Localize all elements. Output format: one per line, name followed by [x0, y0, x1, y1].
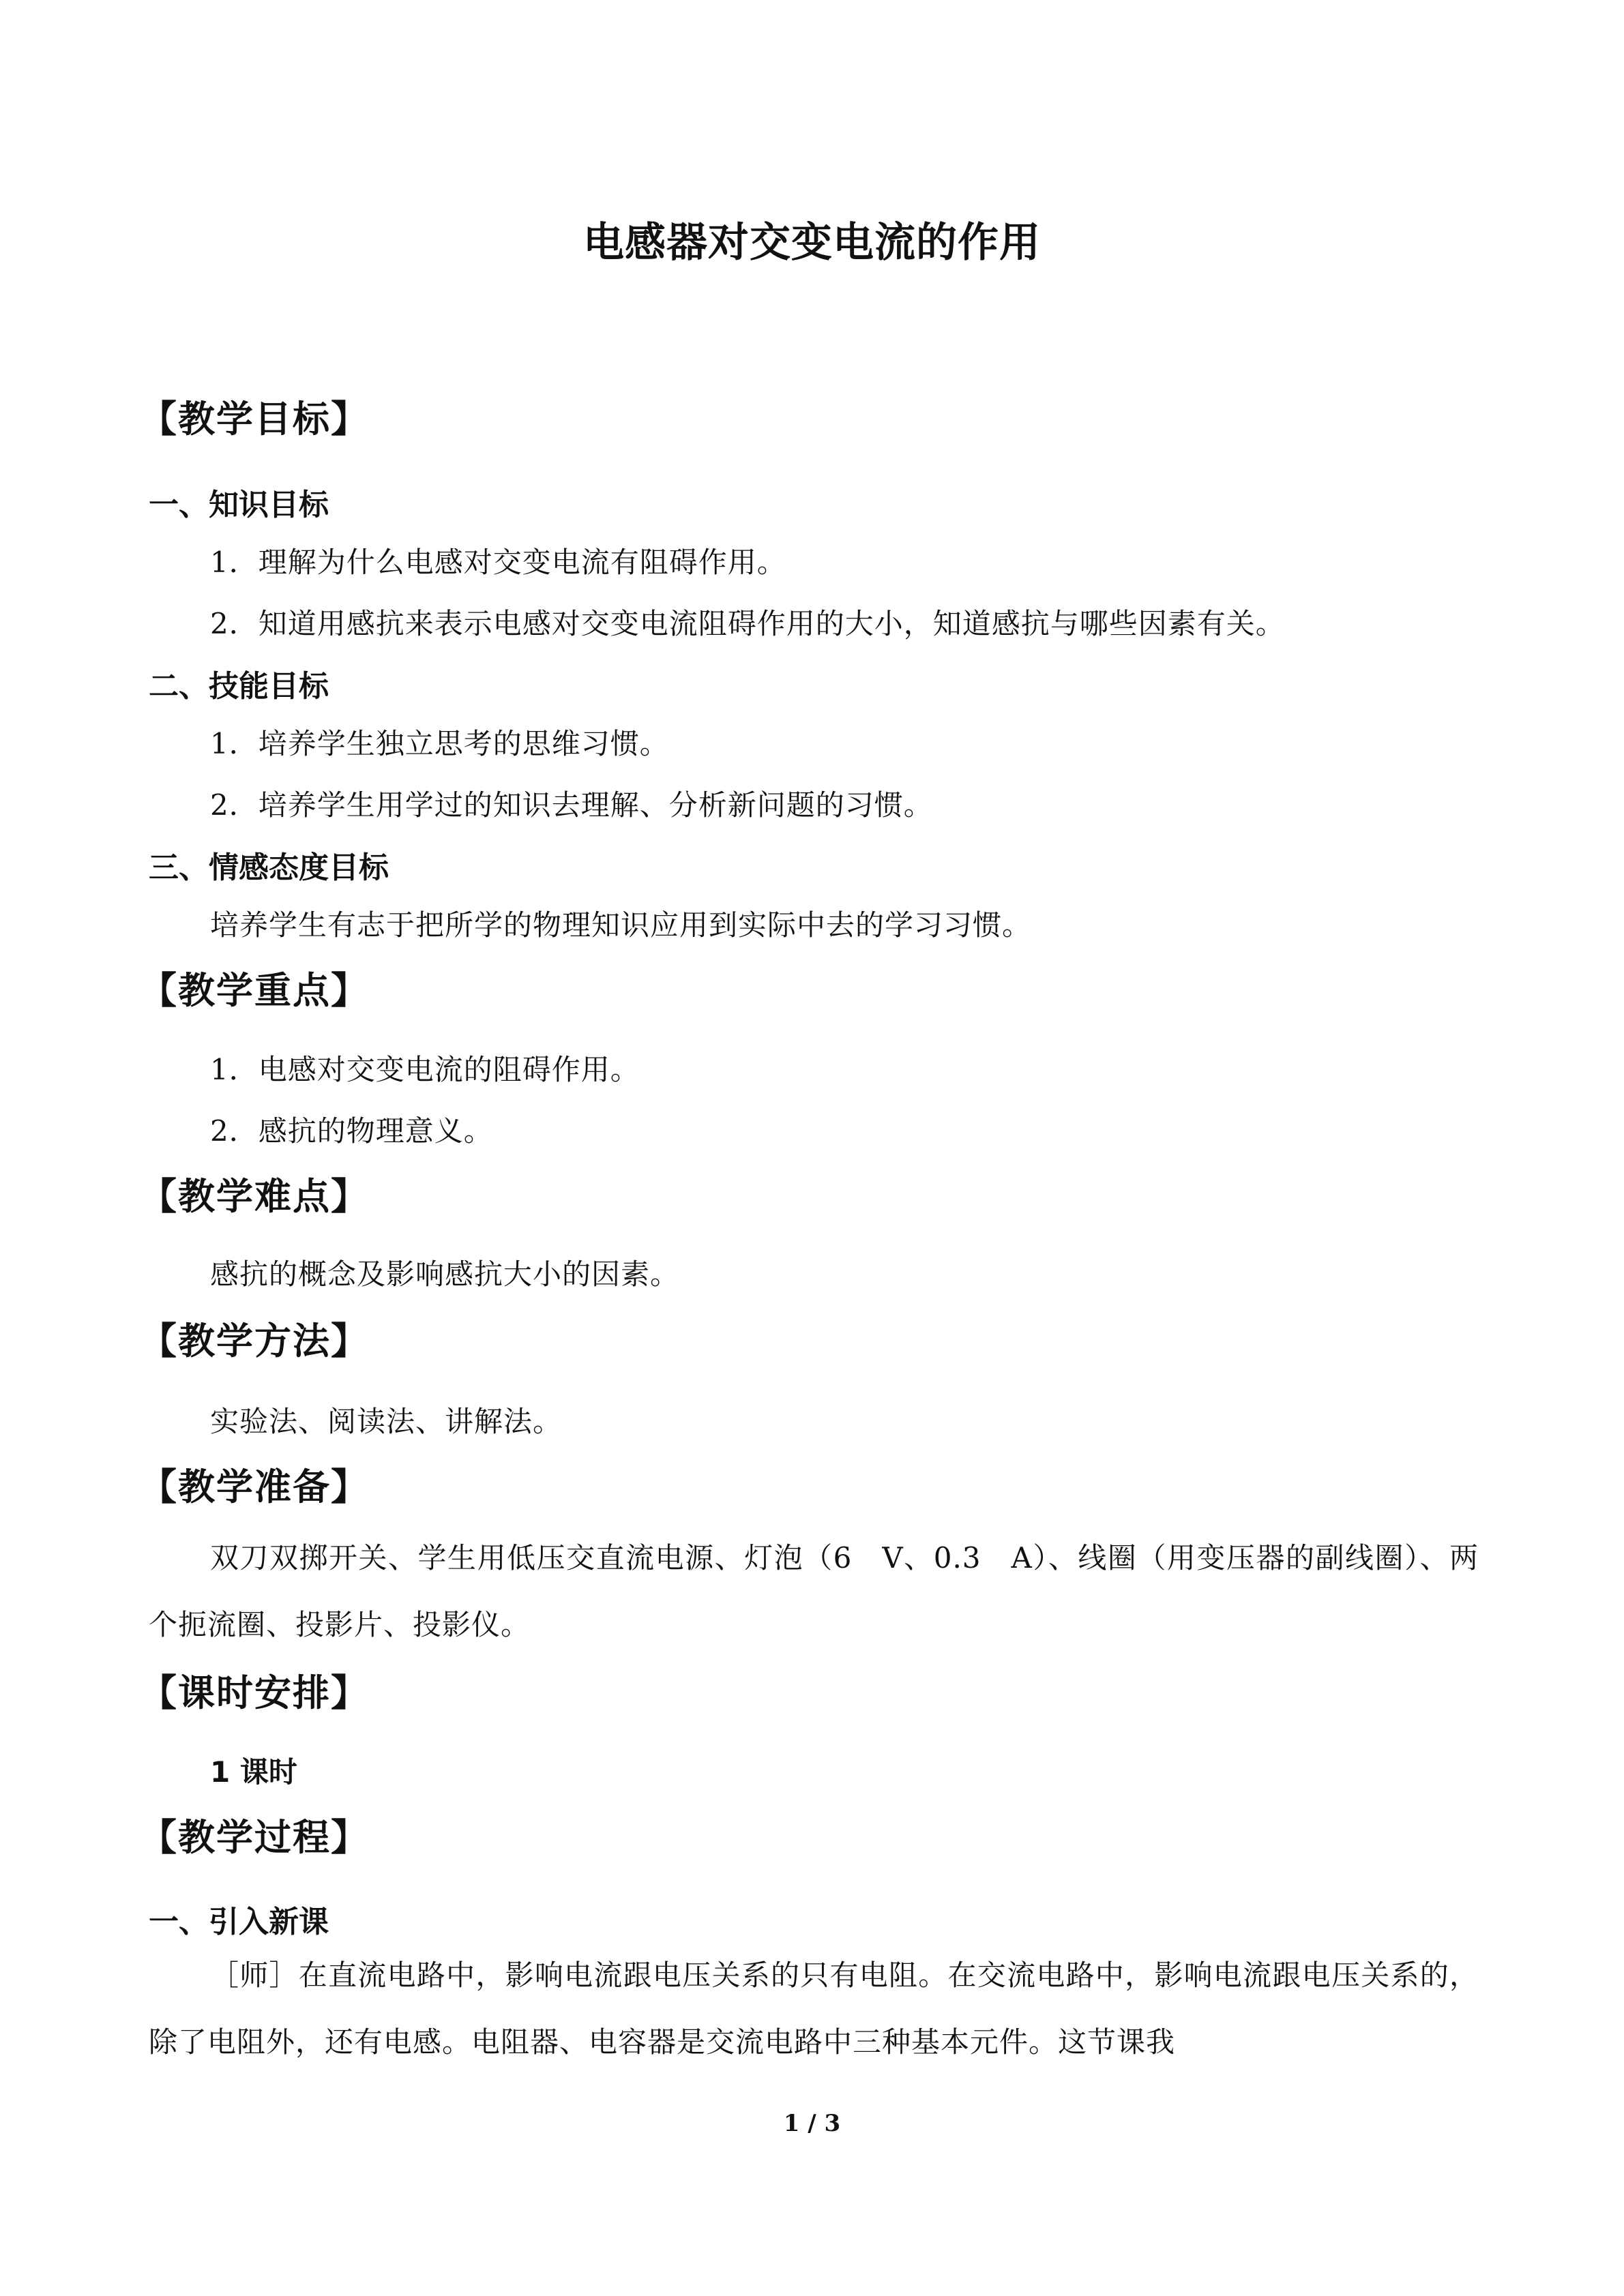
section-heading-methods: 【教学方法】: [140, 1320, 369, 1362]
subheading-intro: 一、引入新课: [149, 1905, 329, 1939]
list-item: 1．电感对交变电流的阻碍作用。: [210, 1053, 640, 1086]
list-item: 2．培养学生用学过的知识去理解、分析新问题的习惯。: [210, 788, 933, 822]
section-heading-objectives: 【教学目标】: [140, 398, 369, 441]
subheading-knowledge: 一、知识目标: [149, 488, 329, 522]
paragraph: 实验法、阅读法、讲解法。: [210, 1405, 563, 1438]
paragraph: ［师］在直流电路中，影响电流跟电压关系的只有电阻。在交流电路中，影响电流跟电压关系的，除了电阻外，还有电感。电阻器、电容器是交流电路中三种基本元件。这节课我: [149, 1958, 1479, 2059]
section-heading-difficulties: 【教学难点】: [140, 1175, 369, 1218]
section-heading-preparation: 【教学准备】: [140, 1465, 369, 1508]
list-item: 2．感抗的物理意义。: [210, 1114, 493, 1148]
paragraph: 感抗的概念及影响感抗大小的因素。: [210, 1257, 680, 1291]
paragraph: 1 课时: [210, 1755, 297, 1789]
paragraph: 培养学生有志于把所学的物理知识应用到实际中去的学习习惯。: [210, 908, 1032, 942]
section-heading-key-points: 【教学重点】: [140, 969, 369, 1012]
list-item: 1．培养学生独立思考的思维习惯。: [210, 727, 669, 760]
subheading-emotion: 三、情感态度目标: [149, 850, 389, 885]
page-title: 电感器对交变电流的作用: [583, 219, 1041, 267]
list-item: 2．知道用感抗来表示电感对交变电流阻碍作用的大小，知道感抗与哪些因素有关。: [210, 607, 1285, 640]
section-heading-process: 【教学过程】: [140, 1816, 369, 1859]
subheading-skills: 二、技能目标: [149, 669, 329, 704]
paragraph: 双刀双掷开关、学生用低压交直流电源、灯泡（6 V、0.3 A）、线圈（用变压器的副线圈）、两个扼流圈、投影片、投影仪。: [149, 1541, 1479, 1641]
list-item: 1．理解为什么电感对交变电流有阻碍作用。: [210, 546, 786, 579]
page-number: 1 / 3: [783, 2110, 841, 2137]
section-heading-schedule: 【课时安排】: [140, 1671, 369, 1714]
